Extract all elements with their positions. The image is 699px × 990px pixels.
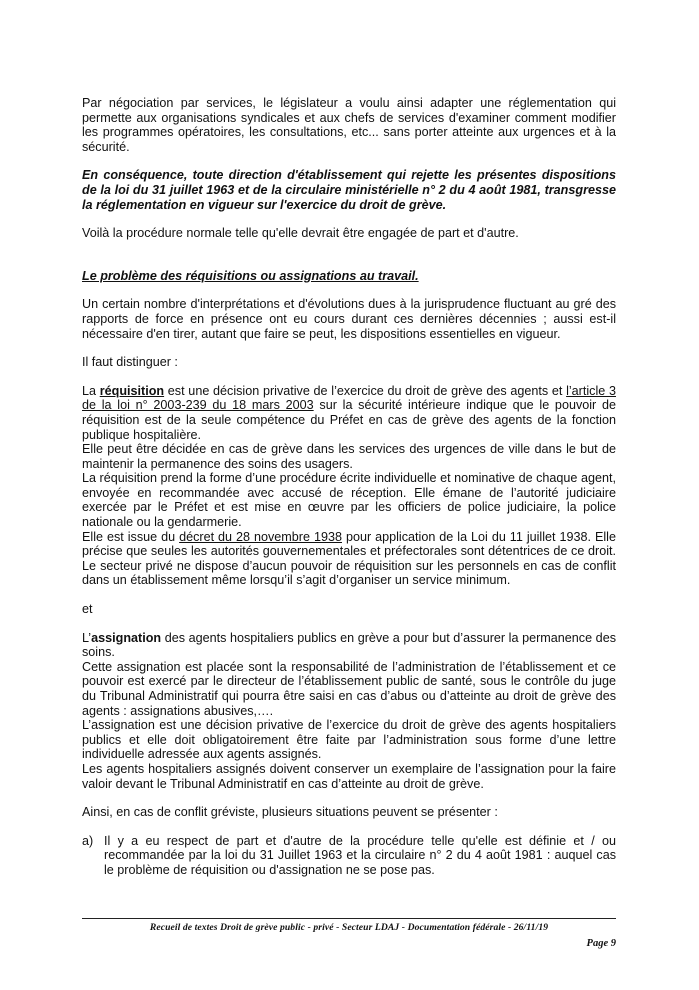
paragraph-consequence: En conséquence, toute direction d'établissement qui rejette les présentes dispositions de la loi du 31 juillet 1963 et de la circulaire ministérielle n° 2 du 4 août 1981, transgresse la réglementation en vigueur sur l'exercice du droit de grève.: [82, 168, 616, 212]
section-heading: Le problème des réquisitions ou assignations au travail.: [82, 268, 419, 283]
paragraph-et: et: [82, 602, 93, 617]
paragraph-assignation-decision: L’assignation est une décision privative de l’exercice du droit de grève des agents hospitaliers publics et elle doit obligatoirement être faite par l’administration sous forme d’une lettre individuelle adressée aux agents assignés.: [82, 718, 616, 762]
paragraph-procedure: Voilà la procédure normale telle qu'elle devrait être engagée de part et d'autre.: [82, 226, 519, 241]
article-link[interactable]: l’article 3 de la loi n° 2003-239 du 18 mars 2003: [82, 383, 616, 413]
paragraph-requisition-form: La réquisition prend la forme d’une procédure écrite individuelle et nominative de chaque agent, envoyée en recommandée avec accusé de réception. Elle émane de l’autorité judiciaire exercée par le Préfet et est mise en œuvre par les officiers de police judiciaire, la police nationale ou la gendarmerie.: [82, 471, 616, 530]
paragraph-interpretations: Un certain nombre d'interprétations et d'évolutions dues à la jurisprudence fluctuant au gré des rapports de force en présence ont eu cours durant ces dernières décennies ; aussi est-il nécessaire d'en tirer, autant que faire se peut, les dispositions essentielles en vigueur.: [82, 297, 616, 341]
page-number: Page 9: [586, 938, 616, 949]
page-content: [82, 96, 616, 878]
paragraph-assignation-responsibility: Cette assignation est placée sont la responsabilité de l’administration de l’établissement et ce pouvoir est exercé par le directeur de l’établissement public de santé, sous le contrôle du juge du Tribunal Administratif qui pourra être saisi en cas d’abus ou d’atteinte au droit de grève des agents : assignations abusives,….: [82, 659, 616, 718]
paragraph-requisition-origin: Elle est issue du décret du 28 novembre 1938 pour application de la Loi du 11 juillet 1938. Elle précise que seules les autorités gouvernementales et préfectorales sont détentrices de ce droit. Le secteur privé ne dispose d’aucun pouvoir de réquisition sur les personnels en cas de conflit dans un établissement même lorsqu’il s’agit d’organiser un service minimum.: [82, 529, 616, 588]
list-marker: a): [82, 833, 94, 848]
footer-text: Recueil de textes Droit de grève public - privé - Secteur LDAJ - Documentation fédérale - 26/11/19: [149, 922, 549, 933]
decret-link[interactable]: décret du 28 novembre 1938: [179, 529, 342, 544]
requisition-term: réquisition: [99, 383, 165, 398]
paragraph-distinguish: Il faut distinguer :: [82, 355, 178, 370]
paragraph-negotiation: Par négociation par services, le législateur a voulu ainsi adapter une réglementation qui permette aux organisations syndicales et aux chefs de services d'examiner comment modifier les programmes opératoires, les consultations, etc... sans porter atteinte aux urgences et à la sécurité.: [82, 96, 616, 154]
list-item-text: Il y a eu respect de part et d'autre de la procédure telle qu'elle est définie et / ou recommandée par la loi du 31 Juillet 1963 et la circulaire n° 2 du 4 août 1981 : auquel cas le problème de réquisition ou d'assignation ne se pose pas.: [104, 833, 616, 877]
paragraph-assignation-definition: L’assignation des agents hospitaliers publics en grève a pour but d’assurer la permanence des soins.: [82, 630, 616, 660]
paragraph-requisition-definition: La réquisition est une décision privative de l’exercice du droit de grève des agents et l’article 3 de la loi n° 2003-239 du 18 mars 2003 sur la sécurité intérieure indique que le pouvoir de réquisition est de la seule compétence du Préfet en cas de grève des agents de la fonction publique hospitalière.: [82, 383, 616, 442]
paragraph-assignation-copy: Les agents hospitaliers assignés doivent conserver un exemplaire de l’assignation pour la faire valoir devant le Tribunal Administratif en cas d’atteinte au droit de grève.: [82, 761, 616, 791]
assignation-term: assignation: [91, 630, 162, 645]
paragraph-requisition-urgences: Elle peut être décidée en cas de grève dans les services des urgences de ville dans le but de maintenir la permanence des soins des usagers.: [82, 442, 616, 471]
list-item: [82, 834, 616, 878]
footer-divider: [82, 918, 616, 919]
paragraph-situations-intro: Ainsi, en cas de conflit gréviste, plusieurs situations peuvent se présenter :: [82, 805, 498, 820]
